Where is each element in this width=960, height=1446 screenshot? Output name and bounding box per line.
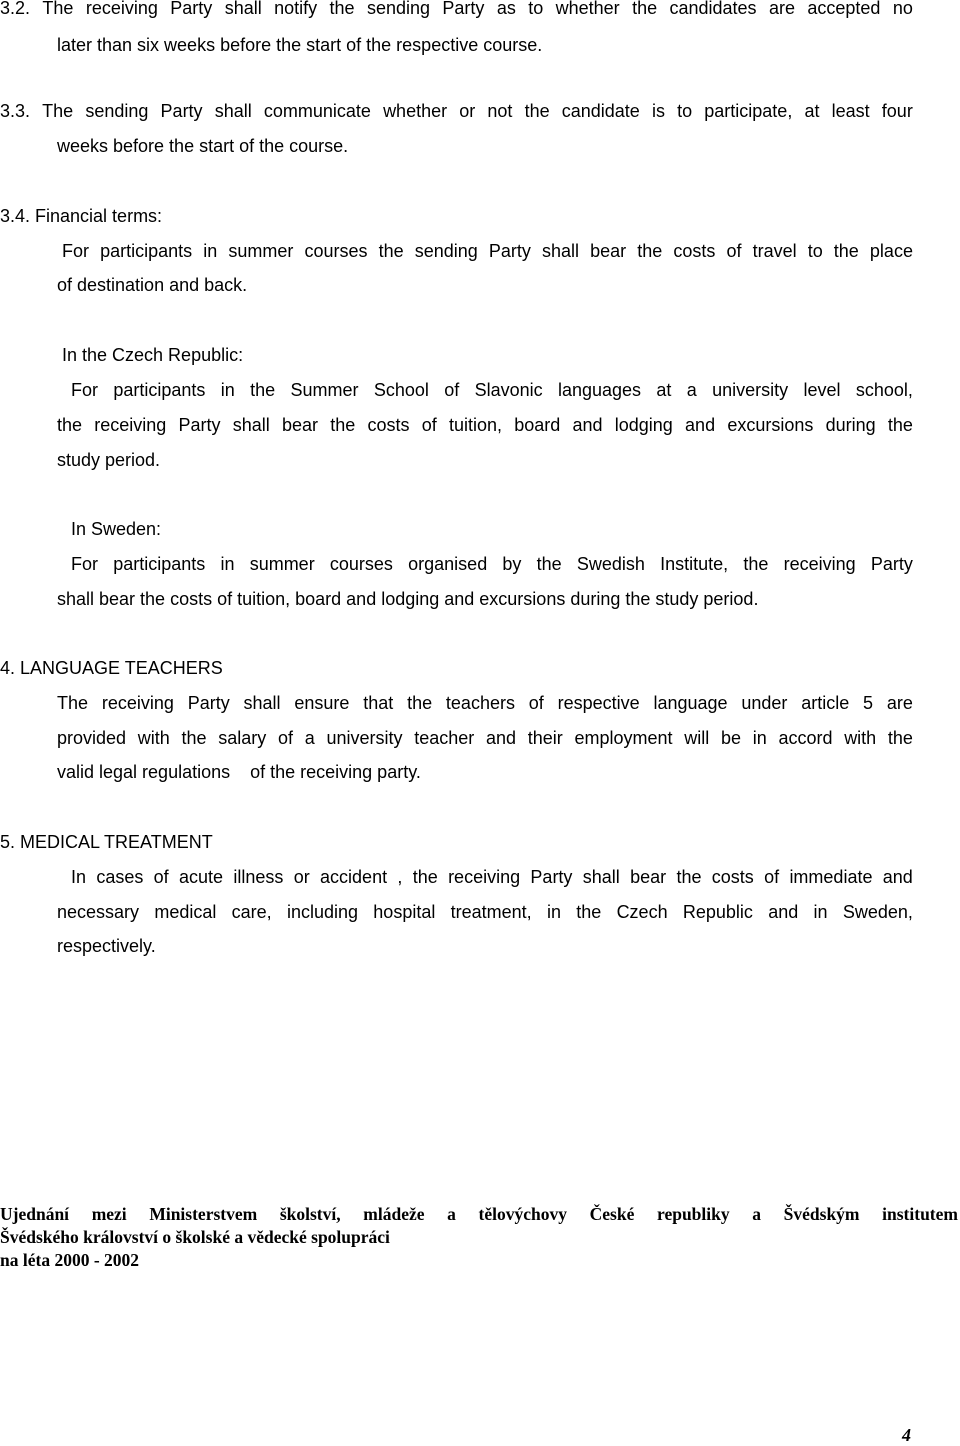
word: shall xyxy=(541,241,580,261)
word: summer xyxy=(249,554,315,574)
word: organised xyxy=(408,554,488,574)
word: 3.3. xyxy=(0,101,31,121)
word: receiving xyxy=(448,867,521,887)
word: university xyxy=(326,728,403,748)
word: Party xyxy=(187,693,230,713)
word: Ministerstvem xyxy=(149,1204,258,1224)
word: cases xyxy=(96,867,144,887)
word: in xyxy=(752,728,767,748)
word: sending xyxy=(85,101,149,121)
word: 5 xyxy=(863,693,874,713)
word: hospital xyxy=(373,902,436,922)
word: during xyxy=(825,415,876,435)
word: salary xyxy=(218,728,267,748)
word: candidates xyxy=(669,0,757,18)
word: shall xyxy=(232,415,270,435)
word: will xyxy=(684,728,710,748)
word: the xyxy=(412,867,438,887)
section-4-line-2 xyxy=(57,727,913,749)
czech-line-1 xyxy=(71,379,913,401)
word: costs xyxy=(711,867,754,887)
word: languages xyxy=(557,380,642,400)
word: mládeže xyxy=(363,1204,425,1224)
word: with xyxy=(137,728,170,748)
sweden-line-1 xyxy=(71,553,913,575)
word: summer xyxy=(228,241,294,261)
word: teacher xyxy=(414,728,475,748)
word: Party xyxy=(160,101,203,121)
word: least xyxy=(831,101,870,121)
word: in xyxy=(220,554,235,574)
word: shall xyxy=(582,867,620,887)
section-5-line-3: respectively. xyxy=(57,936,156,956)
word: costs xyxy=(673,241,716,261)
section-4-line-1 xyxy=(57,692,913,714)
word: 3.2. xyxy=(0,0,31,18)
word: of xyxy=(153,867,169,887)
word: the xyxy=(250,380,276,400)
word: The xyxy=(57,693,89,713)
word: be xyxy=(720,728,741,748)
word: necessary xyxy=(57,902,140,922)
word: a xyxy=(447,1204,456,1224)
word: participants xyxy=(113,554,206,574)
word: whether xyxy=(383,101,448,121)
section-4-heading: 4. LANGUAGE TEACHERS xyxy=(0,658,223,678)
word: article xyxy=(801,693,850,713)
word: in xyxy=(546,902,561,922)
czech-heading: In the Czech Republic: xyxy=(62,345,244,365)
word: Ujednání xyxy=(0,1204,70,1224)
word: mezi xyxy=(91,1204,127,1224)
word: the xyxy=(887,728,913,748)
word: Institute, xyxy=(660,554,729,574)
word: by xyxy=(502,554,522,574)
word: ensure xyxy=(294,693,350,713)
word: to xyxy=(807,241,823,261)
word: lodging xyxy=(614,415,673,435)
czech-line-3: study period. xyxy=(57,450,161,470)
word: school, xyxy=(855,380,913,400)
word: accepted xyxy=(807,0,881,18)
word: immediate xyxy=(789,867,873,887)
word: excursions xyxy=(727,415,814,435)
word: the xyxy=(181,728,207,748)
word: are xyxy=(768,0,795,18)
word: including xyxy=(286,902,359,922)
word: candidate xyxy=(561,101,640,121)
word: level xyxy=(803,380,841,400)
word: respective xyxy=(557,693,640,713)
word: Švédským xyxy=(783,1204,860,1224)
word: institutem xyxy=(882,1204,958,1224)
word: a xyxy=(752,1204,762,1224)
word: the xyxy=(378,241,404,261)
word: board xyxy=(514,415,561,435)
word: bear xyxy=(590,241,627,261)
section-5-heading: 5. MEDICAL TREATMENT xyxy=(0,832,213,852)
word: Summer xyxy=(290,380,359,400)
word: accident xyxy=(320,867,388,887)
word: and xyxy=(882,867,913,887)
word: shall xyxy=(224,0,262,18)
word: Swedish xyxy=(576,554,645,574)
word: their xyxy=(527,728,563,748)
word: For xyxy=(71,554,98,574)
word: university xyxy=(712,380,789,400)
word: Party xyxy=(442,0,485,18)
word: of xyxy=(764,867,780,887)
word: the xyxy=(329,0,355,18)
word: the xyxy=(407,693,433,713)
word: and xyxy=(768,902,799,922)
word: provided xyxy=(57,728,127,748)
word: receiving xyxy=(94,415,167,435)
word: shall xyxy=(243,693,281,713)
word: In xyxy=(71,867,87,887)
word: and xyxy=(685,415,716,435)
sweden-line-2: shall bear the costs of tuition, board and lodging and excursions during the study period. xyxy=(57,589,759,609)
word: the xyxy=(887,415,913,435)
word: acute xyxy=(179,867,224,887)
word: the xyxy=(833,241,859,261)
section-3-3-line-1 xyxy=(0,100,913,122)
word: For xyxy=(71,380,98,400)
word: four xyxy=(881,101,913,121)
word: Party xyxy=(870,554,913,574)
word: travel xyxy=(752,241,797,261)
word: language xyxy=(653,693,728,713)
word: care, xyxy=(231,902,272,922)
section-3-3-line-2: weeks before the start of the course. xyxy=(57,136,349,156)
word: of xyxy=(444,380,460,400)
word: the xyxy=(576,902,602,922)
word: accord xyxy=(778,728,833,748)
word: medical xyxy=(154,902,217,922)
word: of xyxy=(421,415,437,435)
word: is xyxy=(651,101,665,121)
word: notify xyxy=(274,0,318,18)
word: of xyxy=(277,728,293,748)
word: costs xyxy=(367,415,410,435)
word: the xyxy=(536,554,562,574)
word: the xyxy=(632,0,658,18)
word: tělovýchovy xyxy=(478,1204,567,1224)
section-3-2-line-1 xyxy=(0,0,913,19)
word: in xyxy=(220,380,235,400)
word: and xyxy=(572,415,603,435)
word: sending xyxy=(414,241,478,261)
word: whether xyxy=(555,0,620,18)
word: or xyxy=(293,867,310,887)
section-5-line-2 xyxy=(57,901,913,923)
page-number: 4 xyxy=(902,1425,911,1445)
word: or xyxy=(459,101,476,121)
word: republiky xyxy=(657,1204,730,1224)
section-3-2-line-2: later than six weeks before the start of the respective course. xyxy=(57,35,543,55)
word: teachers xyxy=(445,693,515,713)
word: sending xyxy=(366,0,431,18)
word: place xyxy=(869,241,913,261)
word: , xyxy=(397,867,403,887)
footer-line-2: Švédského království o školské a vědecké spolupráci xyxy=(0,1227,390,1247)
word: the xyxy=(676,867,702,887)
word: Party xyxy=(530,867,573,887)
word: Slavonic xyxy=(474,380,543,400)
word: The xyxy=(42,101,74,121)
word: to xyxy=(677,101,693,121)
word: the xyxy=(637,241,663,261)
word: no xyxy=(892,0,913,18)
word: the xyxy=(57,415,83,435)
word: the xyxy=(524,101,550,121)
czech-line-2 xyxy=(57,414,913,436)
word: tuition, xyxy=(448,415,503,435)
word: the xyxy=(743,554,769,574)
word: in xyxy=(203,241,218,261)
word: bear xyxy=(630,867,667,887)
word: participants xyxy=(113,380,206,400)
section-3-4-heading: 3.4. Financial terms: xyxy=(0,206,163,226)
word: školství, xyxy=(279,1204,341,1224)
word: with xyxy=(844,728,877,748)
word: For xyxy=(62,241,89,261)
word: at xyxy=(804,101,820,121)
word: a xyxy=(686,380,697,400)
footer-line-3: na léta 2000 - 2002 xyxy=(0,1250,140,1270)
section-3-4-line-2: of destination and back. xyxy=(57,275,248,295)
section-4-line-3: valid legal regulations of the receiving party. xyxy=(57,762,421,782)
word: a xyxy=(304,728,315,748)
word: under xyxy=(741,693,788,713)
word: Party xyxy=(488,241,531,261)
word: receiving xyxy=(783,554,856,574)
word: at xyxy=(656,380,672,400)
word: of xyxy=(528,693,544,713)
word: that xyxy=(363,693,394,713)
word: Party xyxy=(178,415,221,435)
word: shall xyxy=(214,101,252,121)
word: Party xyxy=(170,0,213,18)
word: to xyxy=(528,0,544,18)
word: Republic xyxy=(682,902,753,922)
word: as xyxy=(496,0,516,18)
word: bear xyxy=(282,415,319,435)
word: illness xyxy=(233,867,284,887)
word: receiving xyxy=(101,693,174,713)
word: courses xyxy=(304,241,368,261)
word: not xyxy=(487,101,513,121)
word: treatment, xyxy=(450,902,532,922)
word: courses xyxy=(329,554,393,574)
word: of xyxy=(726,241,742,261)
word: The xyxy=(42,0,74,18)
section-3-4-line-1 xyxy=(62,240,913,262)
word: the xyxy=(330,415,356,435)
word: employment xyxy=(574,728,673,748)
word: are xyxy=(886,693,913,713)
footer-line-1 xyxy=(0,1203,958,1225)
word: in xyxy=(813,902,828,922)
word: Czech xyxy=(616,902,668,922)
word: Sweden, xyxy=(842,902,913,922)
word: České xyxy=(589,1204,635,1224)
word: participants xyxy=(100,241,193,261)
word: participate, xyxy=(704,101,793,121)
sweden-heading: In Sweden: xyxy=(71,519,162,539)
section-5-line-1 xyxy=(71,866,913,888)
word: and xyxy=(485,728,517,748)
word: receiving xyxy=(85,0,158,18)
word: School xyxy=(373,380,429,400)
word: communicate xyxy=(263,101,371,121)
